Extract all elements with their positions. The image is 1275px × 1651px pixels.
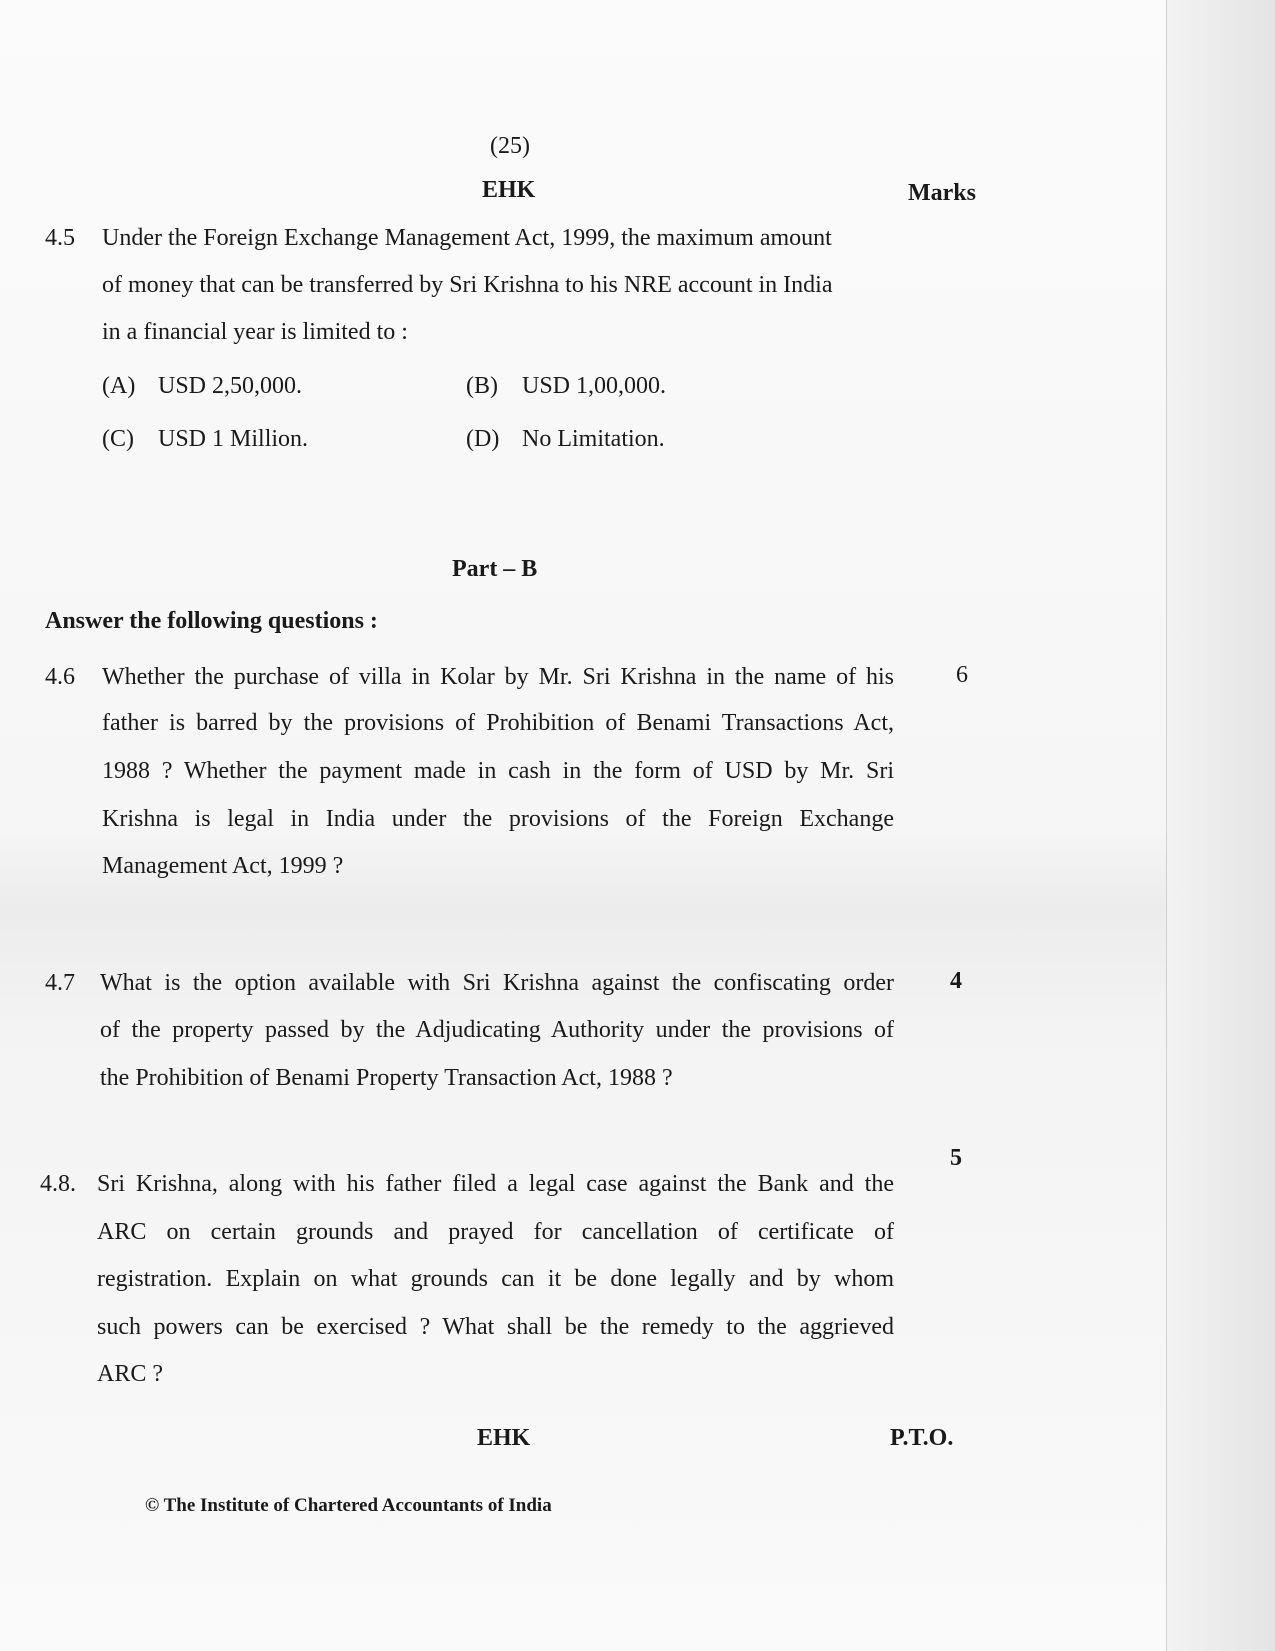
question-text-line: the Prohibition of Benami Property Transaction Act, 1988 ? xyxy=(100,1065,673,1091)
question-text-line: of the property passed by the Adjudicating Authority under the provisions of xyxy=(100,1017,894,1043)
question-marks: 4 xyxy=(950,968,962,994)
option-text: USD 1,00,000. xyxy=(522,373,667,399)
question-marks: 6 xyxy=(956,662,968,688)
option-text: No Limitation. xyxy=(522,426,665,452)
question-number: 4.8. xyxy=(40,1171,76,1197)
marks-label: Marks xyxy=(908,180,976,206)
question-text-line: Under the Foreign Exchange Management Act, 1999, the maximum amount xyxy=(102,225,832,251)
question-text-line: 1988 ? Whether the payment made in cash in the form of USD by Mr. Sri xyxy=(102,758,894,784)
question-number: 4.7 xyxy=(45,970,75,996)
question-text-line: ARC on certain grounds and prayed for cancellation of certificate of xyxy=(97,1219,894,1245)
question-text-line: registration. Explain on what grounds can it be done legally and by whom xyxy=(97,1266,894,1292)
pto-label: P.T.O. xyxy=(890,1425,954,1451)
question-number: 4.5 xyxy=(45,225,75,251)
question-text-line: father is barred by the provisions of Prohibition of Benami Transactions Act, xyxy=(102,710,894,736)
question-text-line: Sri Krishna, along with his father filed a legal case against the Bank and the xyxy=(97,1171,894,1197)
option-label: (B) xyxy=(466,373,498,399)
question-text-line: Whether the purchase of villa in Kolar by Mr. Sri Krishna in the name of his xyxy=(102,664,894,690)
copyright-notice: © The Institute of Chartered Accountants of India xyxy=(145,1495,552,1516)
question-text-line: of money that can be transferred by Sri Krishna to his NRE account in India xyxy=(102,272,833,298)
part-title: Part – B xyxy=(452,556,538,582)
option-label: (A) xyxy=(102,373,136,399)
page-number: (25) xyxy=(490,133,530,159)
question-text-line: What is the option available with Sri Krishna against the confiscating order xyxy=(100,970,894,996)
part-instruction: Answer the following questions : xyxy=(45,608,378,634)
option-label: (C) xyxy=(102,426,134,452)
question-text-line: such powers can be exercised ? What shall be the remedy to the aggrieved xyxy=(97,1314,894,1340)
page-edge-shadow xyxy=(1166,0,1275,1651)
footer-code: EHK xyxy=(477,1425,531,1451)
question-marks: 5 xyxy=(950,1145,962,1171)
option-text: USD 2,50,000. xyxy=(158,373,303,399)
option-label: (D) xyxy=(466,426,500,452)
question-text-line: Krishna is legal in India under the provisions of the Foreign Exchange xyxy=(102,806,894,832)
question-text-line: Management Act, 1999 ? xyxy=(102,853,344,879)
question-text-line: in a financial year is limited to : xyxy=(102,319,408,345)
question-text-line: ARC ? xyxy=(97,1361,163,1387)
option-text: USD 1 Million. xyxy=(158,426,309,452)
question-number: 4.6 xyxy=(45,664,75,690)
header-code: EHK xyxy=(482,177,536,203)
